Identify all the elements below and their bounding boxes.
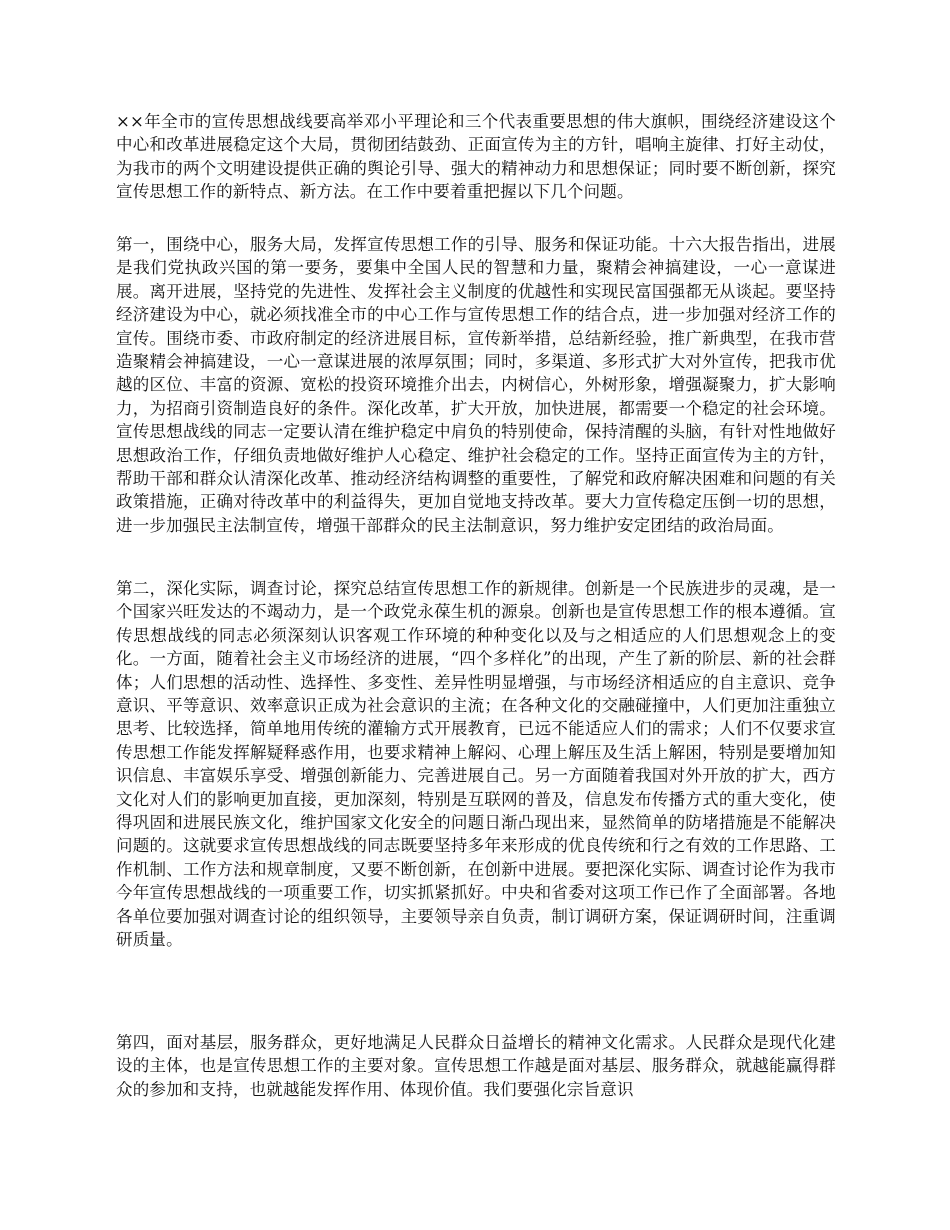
paragraph-first: 第一，围绕中心，服务大局，发挥宣传思想工作的引导、服务和保证功能。十六大报告指出，进展是我们党执政兴国的第一要务，要集中全国人民的智慧和力量，聚精会神搞建设，一心一意谋进展。离开进展，坚持党的先进性、发挥社会主义制度的优越性和实现民富国强都无从谈起。要坚持经济建设为中心，就必须找准全市的中心工作与宣传思想工作的结合点，进一步加强对经济工作的宣传。围绕市委、市政府制定的经济进展目标，宣传新举措，总结新经验，推广新典型，在我市营造聚精会神搞建设，一心一意谋进展的浓厚氛围；同时，多渠道、多形式扩大对外宣传，把我市优越的区位、丰富的资源、宽松的投资环境推介出去，内树信心，外树形象，增强凝聚力，扩大影响力，为招商引资制造良好的条件。深化改革，扩大开放，加快进展，都需要一个稳定的社会环境。宣传思想战线的同志一定要认清在维护稳定中肩负的特别使命，保持清醒的头脑，有针对性地做好思想政治工作，仔细负责地做好维护人心稳定、维护社会稳定的工作。坚持正面宣传为主的方针，帮助干部和群众认清深化改革、推动经济结构调整的重要性，了解党和政府解决困难和问题的有关政策措施，正确对待改革中的利益得失，更加自觉地支持改革。要大力宣传稳定压倒一切的思想，进一步加强民主法制宣传，增强干部群众的民主法制意识，努力维护安定团结的政治局面。: [116, 235, 836, 535]
paragraph-fourth: 第四，面对基层，服务群众，更好地满足人民群众日益增长的精神文化需求。人民群众是现代化建设的主体，也是宣传思想工作的主要对象。宣传思想工作越是面对基层、服务群众，就越能赢得群众的参加和支持，也就越能发挥作用、体现价值。我们要强化宗旨意识: [116, 1033, 836, 1099]
paragraph-second: 第二，深化实际，调查讨论，探究总结宣传思想工作的新规律。创新是一个民族进步的灵魂，是一个国家兴旺发达的不竭动力，是一个政党永葆生机的源泉。创新也是宣传思想工作的根本遵循。宣传思想战线的同志必须深刻认识客观工作环境的种种变化以及与之相适应的人们思想观念上的变化。一方面，随着社会主义市场经济的进展，“四个多样化”的出现，产生了新的阶层、新的社会群体；人们思想的活动性、选择性、多变性、差异性明显增强，与市场经济相适应的自主意识、竞争意识、平等意识、效率意识正成为社会意识的主流；在各种文化的交融碰撞中，人们更加注重独立思考、比较选择，简单地用传统的灌输方式开展教育，已远不能适应人们的需求；人们不仅要求宣传思想工作能发挥解疑释惑作用，也要求精神上解闷、心理上解压及生活上解困，特别是要增加知识信息、丰富娱乐享受、增强创新能力、完善进展自己。另一方面随着我国对外开放的扩大，西方文化对人们的影响更加直接，更加深刻，特别是互联网的普及，信息发布传播方式的重大变化，使得巩固和进展民族文化，维护国家文化安全的问题日渐凸现出来，显然简单的防堵措施是不能解决问题的。这就要求宣传思想战线的同志既要坚持多年来形成的优良传统和行之有效的工作思路、工作机制、工作方法和规章制度，又要不断创新，在创新中进展。要把深化实际、调查讨论作为我市今年宣传思想战线的一项重要工作，切实抓紧抓好。中央和省委对这项工作已作了全面部署。各地各单位要加强对调查讨论的组织领导，主要领导亲自负责，制订调研方案，保证调研时间，注重调研质量。: [116, 579, 836, 950]
paragraph-intro: ××年全市的宣传思想战线要高举邓小平理论和三个代表重要思想的伟大旗帜，围绕经济建设这个中心和改革进展稳定这个大局，贯彻团结鼓劲、正面宣传为主的方针，唱响主旋律、打好主动仗，为我市的两个文明建设提供正确的舆论引导、强大的精神动力和思想保证；同时要不断创新，探究宣传思想工作的新特点、新方法。在工作中要着重把握以下几个问题。: [116, 112, 836, 202]
